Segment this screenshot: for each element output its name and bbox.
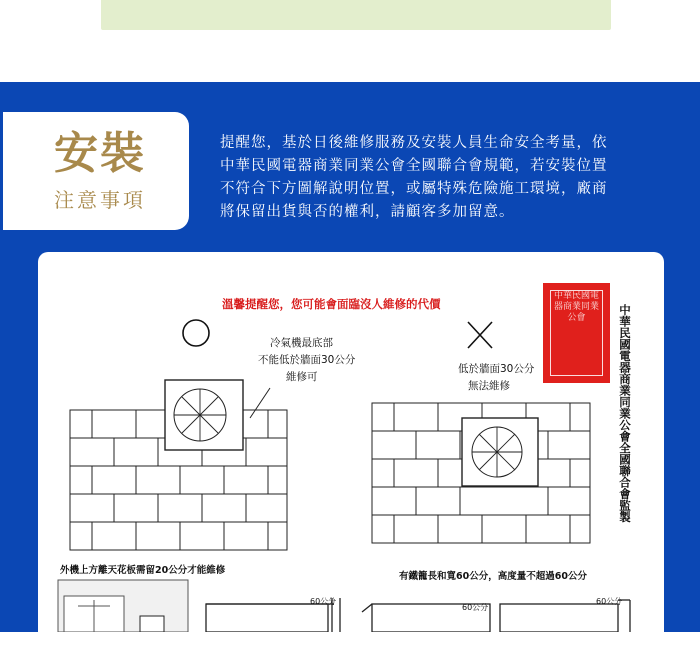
dim-label: 60公分: [462, 603, 489, 612]
ok-caption-line: 維修可: [286, 371, 318, 383]
notice-line: 不符合下方圖解說明位置，或屬特殊危險施工環境，廠商: [220, 181, 608, 197]
ok-caption-line: 不能低於牆面30公分: [258, 354, 356, 366]
outdoor-unit-ng: [462, 418, 538, 486]
notice-line: 提醒您，基於日後維修服務及安裝人員生命安全考量，依: [220, 135, 608, 151]
notice-line: 中華民國電器商業同業公會全國聯合會規範，若安裝位置: [220, 158, 608, 174]
ok-caption-line: 冷氣機最底部: [270, 337, 333, 349]
ng-caption-line: 無法維修: [468, 380, 510, 392]
ok-circle-icon: [183, 320, 209, 346]
vertical-supervision-note: 中華民國電器商業同業公會全國聯合會監製: [618, 304, 632, 523]
ng-cross-icon: [468, 322, 492, 348]
ng-caption-line: 低於牆面30公分: [458, 363, 535, 375]
dim-label: 60公分: [596, 597, 623, 606]
bottom-left-cabinet: [58, 580, 188, 632]
warning-text: 溫馨提醒您，您可能會面臨沒人維修的代價: [222, 297, 441, 311]
title-sub: 注意事項: [54, 188, 146, 212]
title-main: 安裝: [54, 128, 146, 179]
bottom-right-caption: 有鐵籠長和寬60公分，高度量不超過60公分: [399, 571, 587, 582]
seal-text: 中華民國電器商業同業公會: [550, 290, 603, 376]
bottom-left-caption: 外機上方離天花板需留20公分才能維修: [60, 565, 226, 576]
notice-line: 將保留出貨與否的權利，請顧客多加留意。: [220, 204, 515, 220]
dim-label: 60公分: [310, 597, 337, 606]
association-seal: [543, 283, 610, 383]
bottom-right-cages: [206, 598, 630, 632]
